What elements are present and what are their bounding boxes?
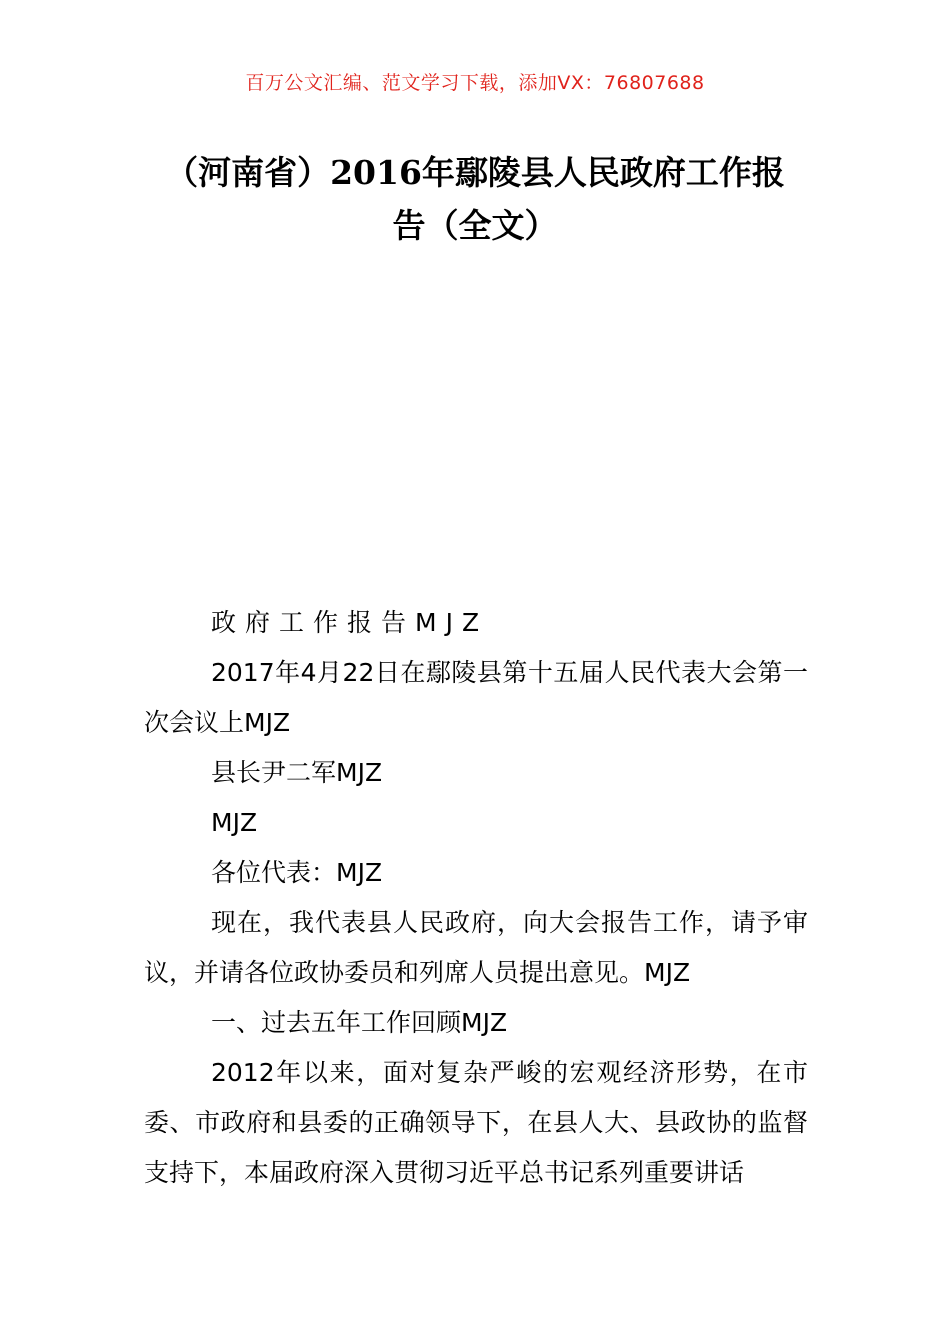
paragraph-meeting-info: 2017年4月22日在鄢陵县第十五届人民代表大会第一次会议上MJZ bbox=[144, 658, 808, 737]
title-line-2: 告（全文） bbox=[392, 206, 558, 245]
paragraph-speaker: 县长尹二军MJZ bbox=[211, 758, 383, 787]
title-line-1: （河南省）2016年鄢陵县人民政府工作报 bbox=[165, 153, 785, 192]
paragraph-marker: MJZ bbox=[211, 808, 258, 837]
body-text bbox=[144, 598, 808, 1198]
paragraph-review: 2012年以来，面对复杂严峻的宏观经济形势，在市委、市政府和县委的正确领导下，在县人大、县政协的监督支持下，本届政府深入贯彻习近平总书记系列重要讲话 bbox=[144, 1058, 808, 1187]
header-note: 百万公文汇编、范文学习下载，添加VX：76807688 bbox=[245, 72, 705, 94]
paragraph-salutation: 各位代表：MJZ bbox=[211, 858, 383, 887]
paragraph-section-heading: 一、过去五年工作回顾MJZ bbox=[211, 1008, 508, 1037]
paragraph-subtitle: 政府工作报告MJZ bbox=[211, 608, 489, 637]
document-title bbox=[130, 146, 820, 252]
paragraph-intro: 现在，我代表县人民政府，向大会报告工作，请予审议，并请各位政协委员和列席人员提出意见。MJZ bbox=[144, 908, 808, 987]
